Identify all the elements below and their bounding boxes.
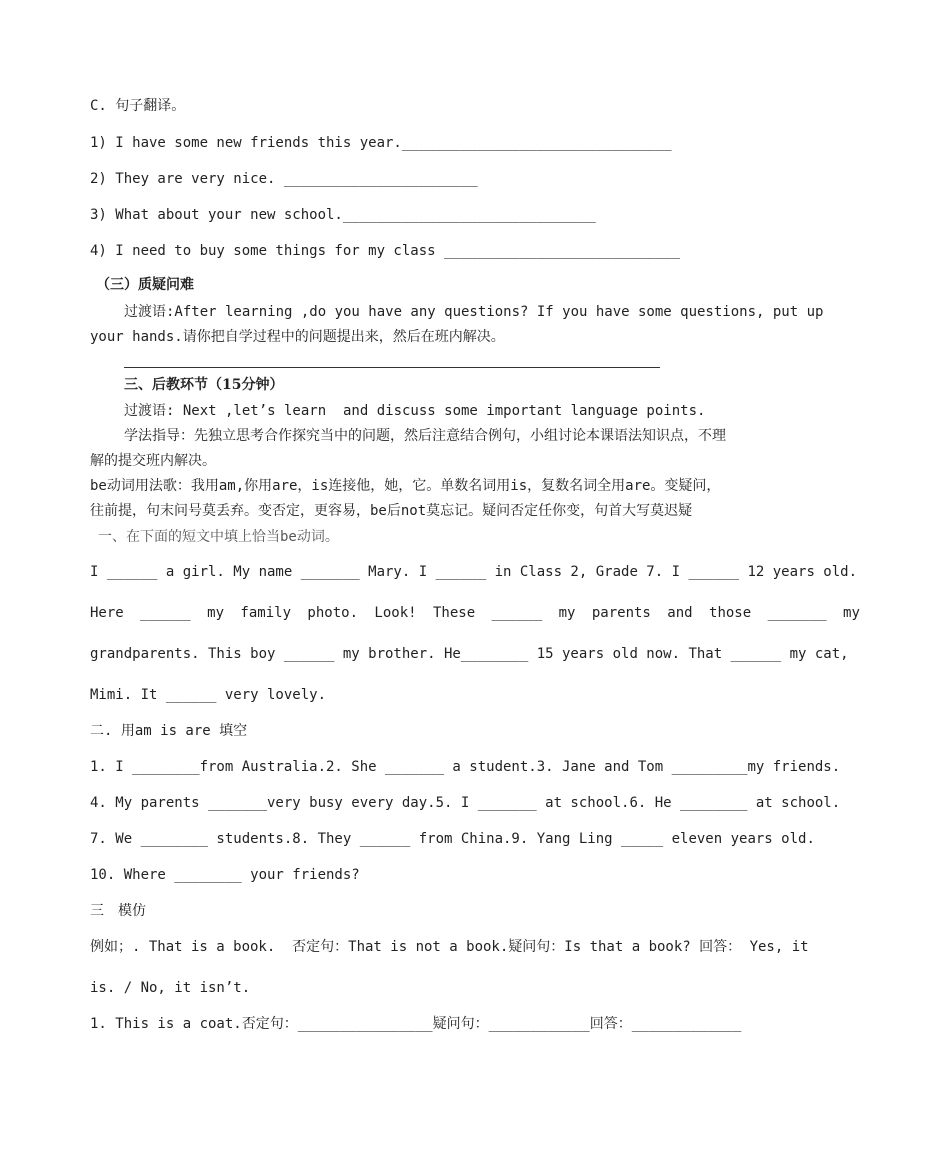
exercise2-line-2: 4. My parents _______very busy every day.5. I _______ at school.6. He ________ at school. — [90, 795, 841, 811]
be-verb-song-line-1: be动词用法歌：我用am,你用are，is连接他，她，它。单数名词用is，复数名词全用are。变疑问， — [90, 478, 721, 494]
exercise1-line-1: I ______ a girl. My name _______ Mary. I ______ in Class 2, Grade 7. I ______ 12 years old. — [90, 564, 858, 580]
be-verb-song-line-2: 往前提，句末问号莫丢弃。变否定，更容易，be后not莫忘记。疑问否定任你变，句首大写莫迟疑 — [90, 503, 693, 519]
post-teaching-transition: 过渡语: Next ,let’s learn and discuss some important language points. — [124, 403, 706, 419]
method-guide-line-1: 学法指导：先独立思考合作探究当中的问题，然后注意结合例句，小组讨论本课语法知识点，不理 — [124, 428, 726, 444]
exercise3-question-1: 1. This is a coat.否定句：________________疑问句：____________回答：_____________ — [90, 1016, 742, 1032]
exercise1-line-3: grandparents. This boy ______ my brother. He________ 15 years old now. That ______ my cat, — [90, 646, 849, 662]
section-c-heading: C. 句子翻译。 — [90, 98, 186, 114]
answer-line — [124, 367, 660, 368]
translation-item-3: 3) What about your new school.______________________________ — [90, 207, 596, 223]
exercise3-example-line-2: is. / No, it isn’t. — [90, 980, 251, 996]
part3-transition-line-1: 过渡语:After learning ,do you have any questions? If you have some questions, put up — [124, 304, 824, 320]
exercise1-line-2: Here ______ my family photo. Look! These ______ my parents and those _______ my — [90, 605, 860, 621]
exercise2-heading: 二. 用am is are 填空 — [90, 723, 248, 739]
exercise2-line-1: 1. I ________from Australia.2. She _______ a student.3. Jane and Tom _________my friends. — [90, 759, 841, 775]
exercise2-line-3: 7. We ________ students.8. They ______ from China.9. Yang Ling _____ eleven years old. — [90, 831, 815, 847]
part3-heading: （三）质疑问难 — [96, 277, 194, 293]
translation-item-1: 1) I have some new friends this year.________________________________ — [90, 135, 672, 151]
exercise3-example-line-1: 例如；. That is a book. 否定句：That is not a book.疑问句：Is that a book? 回答： Yes, it — [90, 939, 809, 955]
exercise1-heading: 一、在下面的短文中填上恰当be动词。 — [98, 529, 339, 545]
exercise1-line-4: Mimi. It ______ very lovely. — [90, 687, 327, 703]
post-teaching-heading: 三、后教环节（15分钟） — [124, 377, 284, 393]
translation-item-2: 2) They are very nice. _______________________ — [90, 171, 478, 187]
part3-transition-line-2: your hands.请你把自学过程中的问题提出来，然后在班内解决。 — [90, 329, 505, 345]
method-guide-line-2: 解的提交班内解决。 — [90, 453, 216, 469]
exercise2-line-4: 10. Where ________ your friends? — [90, 867, 360, 883]
exercise3-heading: 三 模仿 — [90, 903, 146, 919]
translation-item-4: 4) I need to buy some things for my class ____________________________ — [90, 243, 681, 259]
